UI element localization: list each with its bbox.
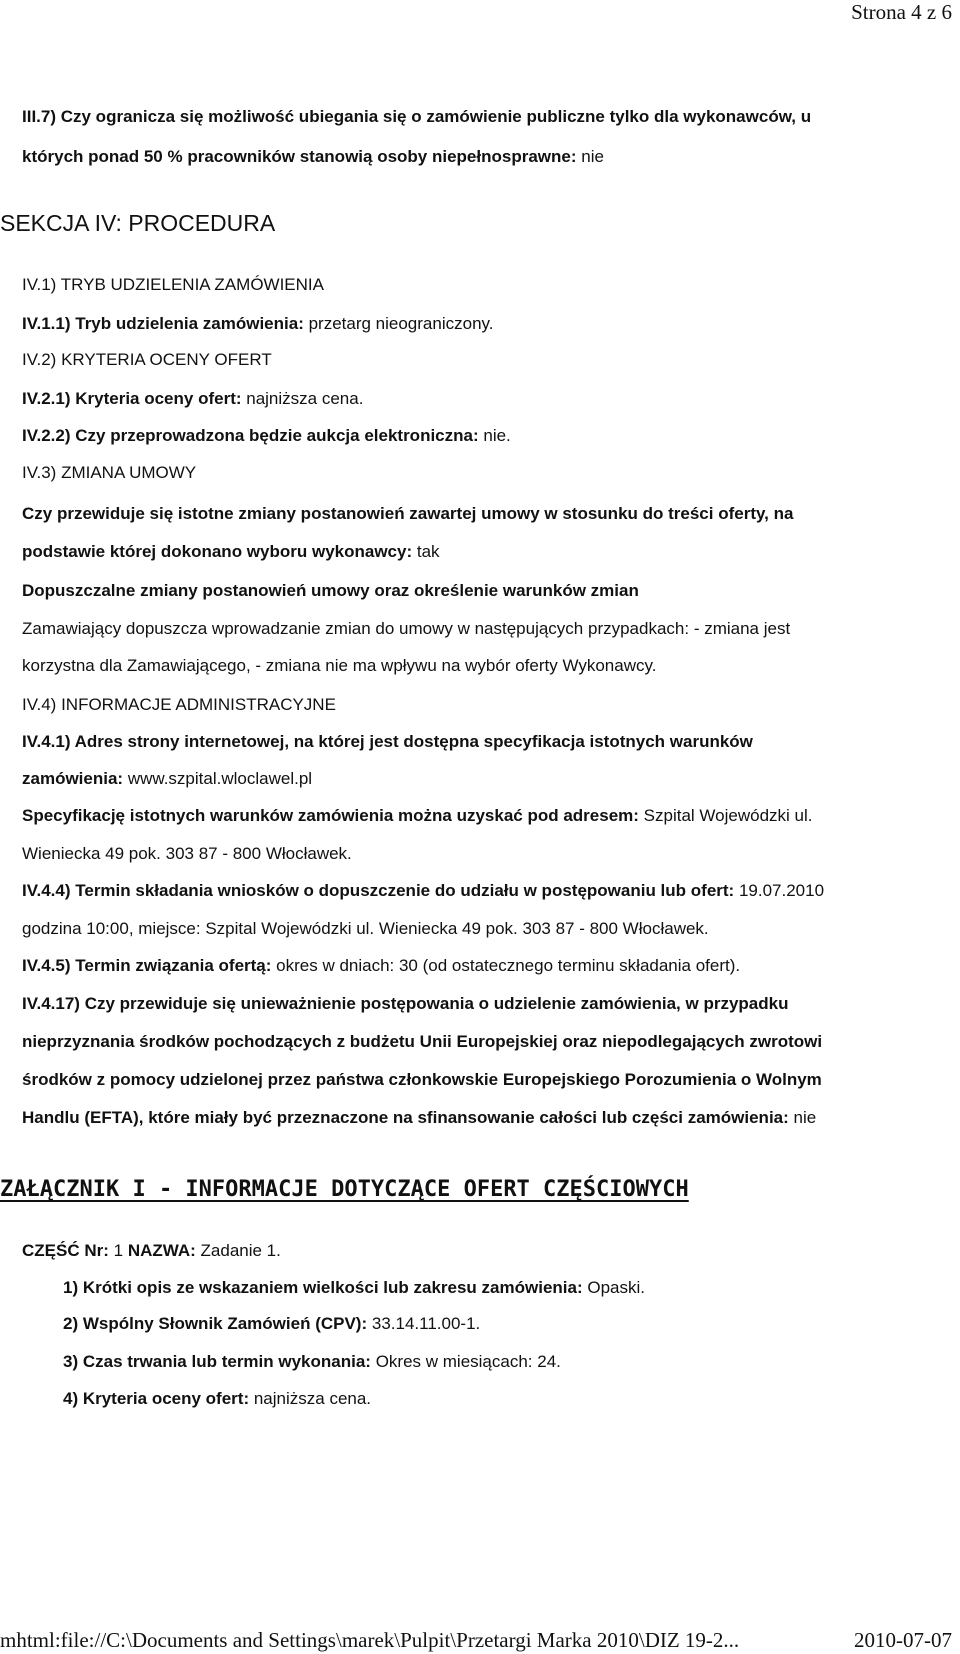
page-number: Strona 4 z 6 bbox=[851, 0, 952, 24]
website-url: www.szpital.wloclawel.pl bbox=[123, 769, 313, 788]
heading-iv-1: IV.1) TRYB UDZIELENIA ZAMÓWIENIA bbox=[22, 275, 324, 294]
item-iv-4-1-line2 bbox=[22, 768, 312, 790]
item-iv-4-17-line3: środków z pomocy udzielonej przez państwa członkowskie Europejskiego Porozumienia o Wolnym bbox=[22, 1070, 822, 1089]
part-number: 1 bbox=[108, 1241, 128, 1260]
item-value: najniższa cena. bbox=[249, 1389, 372, 1408]
item-iv-4-17-line4 bbox=[22, 1107, 816, 1129]
item-label: IV.4.5) Termin związania ofertą: bbox=[22, 956, 272, 975]
item-iv-4-17-line1: IV.4.17) Czy przewiduje się unieważnienie postępowania o udzielenie zamówienia, w przypadku bbox=[22, 994, 789, 1013]
changes-text-line1: Zamawiający dopuszcza wprowadzanie zmian do umowy w następujących przypadkach: - zmiana jest bbox=[22, 619, 791, 638]
item-value: najniższa cena. bbox=[241, 389, 364, 408]
item-value: przetarg nieograniczony. bbox=[303, 314, 494, 333]
item-label: zamówienia: bbox=[22, 769, 124, 788]
answer-value: tak bbox=[412, 542, 440, 561]
footer-path: mhtml:file://C:\Documents and Settings\marek\Pulpit\Przetargi Marka 2010\DIZ 19-2... bbox=[0, 1628, 740, 1652]
changes-heading: Dopuszczalne zmiany postanowień umowy oraz określenie warunków zmian bbox=[22, 581, 639, 600]
question-label: podstawie której dokonano wyboru wykonawcy: bbox=[22, 542, 413, 561]
annex-item-3 bbox=[63, 1351, 561, 1373]
changes-text-line2: korzystna dla Zamawiającego, - zmiana nie ma wpływu na wybór oferty Wykonawcy. bbox=[22, 656, 657, 675]
footer-date: 2010-07-07 bbox=[854, 1628, 952, 1652]
answer-value: nie bbox=[576, 147, 604, 166]
annex-title: ZAŁĄCZNIK I - INFORMACJE DOTYCZĄCE OFERT CZĘŚCIOWYCH bbox=[0, 1177, 689, 1202]
item-label: 1) Krótki opis ze wskazaniem wielkości lub zakresu zamówienia: bbox=[63, 1278, 583, 1297]
item-iv-1-1 bbox=[22, 313, 493, 335]
item-iv-4-5 bbox=[22, 955, 740, 977]
item-label: 3) Czas trwania lub termin wykonania: bbox=[63, 1352, 371, 1371]
question-iv-3-line2 bbox=[22, 541, 440, 563]
spec-address-line2: Wieniecka 49 pok. 303 87 - 800 Włocławek. bbox=[22, 844, 352, 863]
item-label: 2) Wspólny Słownik Zamówień (CPV): bbox=[63, 1314, 368, 1333]
item-label: 4) Kryteria oceny ofert: bbox=[63, 1389, 250, 1408]
section-title: SEKCJA IV: PROCEDURA bbox=[0, 210, 276, 236]
annex-item-4 bbox=[63, 1388, 371, 1410]
item-label: IV.2.1) Kryteria oceny ofert: bbox=[22, 389, 242, 408]
item-iv-4-4-line1 bbox=[22, 880, 824, 902]
item-label: IV.2.2) Czy przeprowadzona będzie aukcja elektroniczna: bbox=[22, 426, 479, 445]
item-value: Opaski. bbox=[582, 1278, 645, 1297]
item-value: 19.07.2010 bbox=[734, 881, 825, 900]
part-line bbox=[22, 1240, 281, 1262]
name-label: NAZWA: bbox=[127, 1241, 196, 1260]
heading-iv-2: IV.2) KRYTERIA OCENY OFERT bbox=[22, 350, 272, 369]
question-iii-7-line2 bbox=[22, 146, 604, 168]
item-label: Handlu (EFTA), które miały być przeznaczone na sfinansowanie całości lub części zamówienia: bbox=[22, 1108, 789, 1127]
item-label: IV.4.4) Termin składania wniosków o dopuszczenie do udziału w postępowaniu lub ofert: bbox=[22, 881, 735, 900]
item-iv-4-17-line2: nieprzyznania środków pochodzących z budżetu Unii Europejskiej oraz niepodlegających zwrotowi bbox=[22, 1032, 823, 1051]
item-iv-4-4-line2: godzina 10:00, miejsce: Szpital Wojewódzki ul. Wieniecka 49 pok. 303 87 - 800 Włocławek. bbox=[22, 919, 709, 938]
item-value: okres w dniach: 30 (od ostatecznego terminu składania ofert). bbox=[271, 956, 741, 975]
item-value: Okres w miesiącach: 24. bbox=[370, 1352, 561, 1371]
question-iv-3-line1: Czy przewiduje się istotne zmiany postanowień zawartej umowy w stosunku do treści oferty, na bbox=[22, 504, 794, 523]
item-iv-2-1 bbox=[22, 388, 363, 410]
item-label: IV.1.1) Tryb udzielenia zamówienia: bbox=[22, 314, 304, 333]
item-iv-2-2 bbox=[22, 425, 511, 447]
heading-iv-3: IV.3) ZMIANA UMOWY bbox=[22, 463, 197, 482]
item-label: Specyfikację istotnych warunków zamówienia można uzyskać pod adresem: bbox=[22, 806, 639, 825]
item-value: Szpital Wojewódzki ul. bbox=[638, 806, 813, 825]
spec-address-line1 bbox=[22, 805, 812, 827]
item-value: nie. bbox=[478, 426, 511, 445]
question-iii-7-line1: III.7) Czy ogranicza się możliwość ubiegania się o zamówienie publiczne tylko dla wykonawców, u bbox=[22, 107, 812, 126]
annex-item-2 bbox=[63, 1313, 480, 1335]
annex-item-1 bbox=[63, 1277, 645, 1299]
part-label: CZĘŚĆ Nr: bbox=[22, 1241, 109, 1260]
question-label: których ponad 50 % pracowników stanowią osoby niepełnosprawne: bbox=[22, 147, 577, 166]
heading-iv-4: IV.4) INFORMACJE ADMINISTRACYJNE bbox=[22, 695, 336, 714]
name-value: Zadanie 1. bbox=[195, 1241, 281, 1260]
item-iv-4-1-line1: IV.4.1) Adres strony internetowej, na której jest dostępna specyfikacja istotnych warunków bbox=[22, 732, 753, 751]
item-value: nie bbox=[788, 1108, 817, 1127]
item-value: 33.14.11.00-1. bbox=[367, 1314, 481, 1333]
